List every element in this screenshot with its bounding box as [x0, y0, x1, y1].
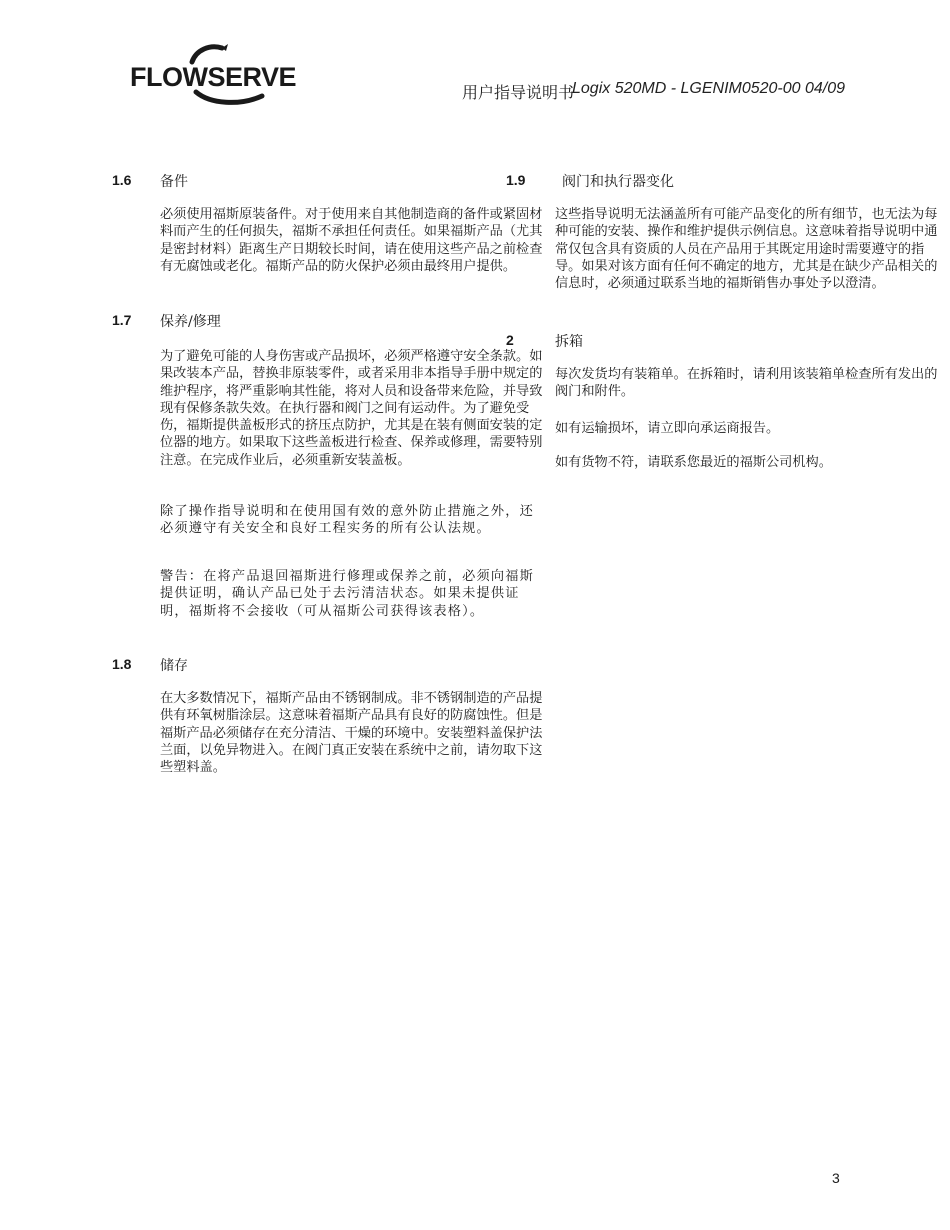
section-body: 这些指导说明无法涵盖所有可能产品变化的所有细节，也无法为每种可能的安装、操作和维护提供示例信息。这意味着指导说明中通常仅包含具有资质的人员在产品用于其既定用途时需要遵守的指导。如果对该方面有任何不确定的地方，尤其是在缺少产品相关的信息时，必须通过联系当地的福斯销售办事处予以澄清。 — [555, 207, 938, 292]
document-title: 用户指导说明书 — [462, 83, 575, 102]
page-number: 3 — [832, 1170, 840, 1186]
section-number: 1.7 — [112, 312, 132, 328]
section-number: 1.6 — [112, 172, 132, 188]
logo-wordmark: FLOWSERVE — [130, 62, 297, 92]
document-reference: Logix 520MD - LGENIM0520-00 04/09 — [572, 80, 846, 97]
warning-text: 警告：在将产品退回福斯进行修理或保养之前，必须向福斯提供证明，确认产品已处于去污清洁状态。如果未提供证明，福斯将不会接收（可从福斯公司获得该表格）。 — [160, 569, 535, 619]
section-title: 拆箱 — [555, 334, 583, 350]
section-title: 阀门和执行器变化 — [562, 174, 674, 190]
section-body: 在大多数情况下，福斯产品由不锈钢制成。非不锈钢制造的产品提供有环氧树脂涂层。这意味着福斯产品具有良好的防腐蚀性。但是福斯产品必须储存在充分清洁、干燥的环境中。安装塑料盖保护法兰面，以免异物进入。在阀门真正安装在系统中之前，请勿取下这些塑料盖。 — [160, 691, 543, 776]
section-body: 除了操作指导说明和在使用国有效的意外防止措施之外，还必须遵守有关安全和良好工程实务的所有公认法规。 — [160, 504, 535, 537]
flowserve-logo — [130, 40, 300, 110]
section-number: 1.9 — [506, 172, 526, 188]
section-body: 为了避免可能的人身伤害或产品损坏，必须严格遵守安全条款。如果改装本产品，替换非原装零件，或者采用非本指导手册中规定的维护程序，将严重影响其性能，将对人员和设备带来危险，并导致现有保修条款失效。在执行器和阀门之间有运动件。为了避免受伤，福斯提供盖板形式的挤压点防护，尤其是在装有侧面安装的定位器的地方。如果取下这些盖板进行检查、保养或修理，需要特别注意。在完成作业后，必须重新安装盖板。 — [160, 349, 543, 468]
section-body: 必须使用福斯原装备件。对于使用来自其他制造商的备件或紧固材料而产生的任何损失，福斯不承担任何责任。如果福斯产品（尤其是密封材料）距离生产日期较长时间，请在使用这些产品之前检查有无腐蚀或老化。福斯产品的防火保护必须由最终用户提供。 — [160, 207, 543, 274]
section-number: 1.8 — [112, 656, 132, 672]
section-title: 储存 — [160, 658, 188, 674]
section-title: 备件 — [160, 174, 188, 190]
section-body: 每次发货均有装箱单。在拆箱时，请利用该装箱单检查所有发出的阀门和附件。 — [555, 367, 938, 400]
section-body: 如有货物不符，请联系您最近的福斯公司机构。 — [555, 455, 832, 470]
section-body: 如有运输损坏，请立即向承运商报告。 — [555, 421, 780, 436]
section-title: 保养/修理 — [160, 314, 221, 330]
section-number: 2 — [506, 332, 514, 348]
